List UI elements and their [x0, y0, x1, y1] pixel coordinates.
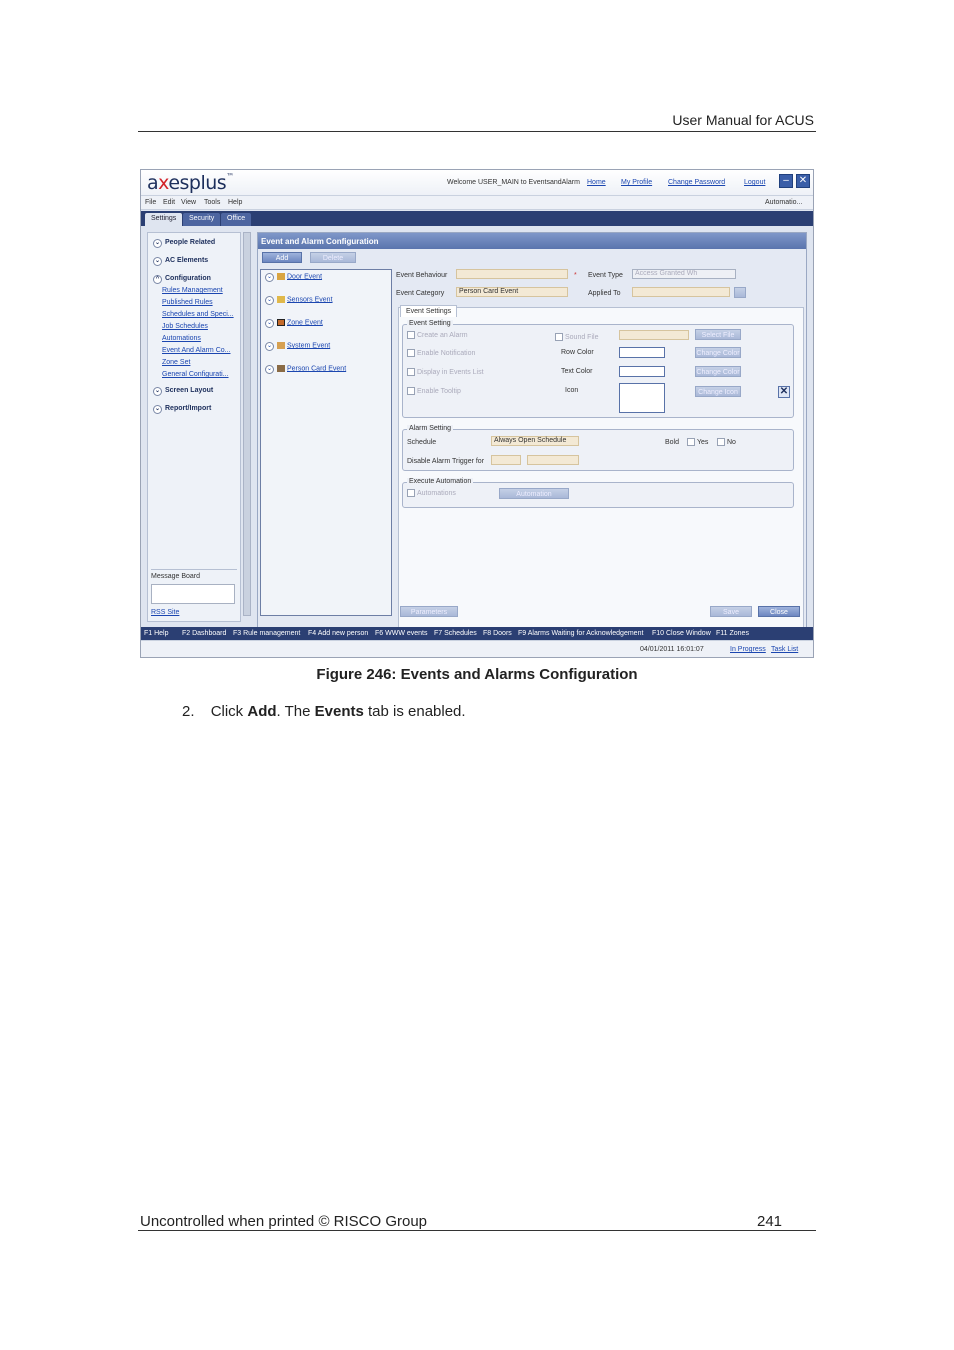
step-text-3: tab is enabled. [363, 703, 466, 720]
fkey-f6[interactable]: F6 WWW events [375, 630, 428, 637]
icon-label: Icon [565, 387, 579, 394]
automations-checkbox[interactable]: Automations [407, 489, 456, 497]
tab-event-settings[interactable]: Event Settings [400, 305, 457, 317]
select-file-button[interactable]: Select File [695, 329, 741, 340]
fkey-f8[interactable]: F8 Doors [483, 630, 512, 637]
message-board-label: Message Board [151, 573, 201, 580]
change-password-link[interactable]: Change Password [668, 179, 726, 186]
step-text-events: Events [314, 703, 364, 720]
sound-file-checkbox[interactable]: Sound File [555, 333, 598, 341]
chevron-down-icon: ⌄ [266, 297, 273, 304]
header-rule [138, 131, 816, 132]
fkey-f7[interactable]: F7 Schedules [434, 630, 477, 637]
sound-file-field[interactable] [619, 330, 689, 340]
event-category-select[interactable]: Person Card Event [456, 287, 568, 297]
tree-item-door-event[interactable]: ⌄ Door Event [266, 273, 323, 281]
disable-alarm-trigger-label: Disable Alarm Trigger for [407, 458, 485, 465]
event-behaviour-label: Event Behaviour [396, 272, 448, 279]
sidebar-people-related[interactable]: ⌄ People Related [154, 239, 216, 246]
event-tree [260, 269, 392, 616]
step-2 [182, 703, 466, 720]
execute-automation-group [402, 478, 794, 508]
close-window-icon[interactable]: ✕ [796, 174, 810, 188]
row-color-label: Row Color [561, 349, 594, 356]
door-event-icon [277, 273, 285, 280]
menu-file[interactable]: File [145, 199, 157, 206]
menu-edit[interactable]: Edit [163, 199, 176, 206]
sidebar-splitter[interactable] [243, 232, 251, 616]
tree-item-system-event[interactable]: ⌄ System Event [266, 342, 331, 350]
menu-tools[interactable]: Tools [204, 199, 221, 206]
chevron-down-icon: ⌄ [154, 240, 161, 246]
sidebar-screen-layout[interactable]: ⌄ Screen Layout [154, 387, 214, 394]
sidebar-link-schedules[interactable]: Schedules and Speci... [162, 311, 234, 318]
chevron-down-icon: ⌄ [266, 320, 273, 327]
sidebar-link-rules-management[interactable]: Rules Management [162, 287, 223, 294]
bold-yes-checkbox[interactable]: Yes [687, 438, 708, 446]
tab-security[interactable]: Security [183, 213, 220, 226]
clear-icon[interactable]: ✕ [779, 386, 789, 397]
fkey-f2[interactable]: F2 Dashboard [182, 630, 227, 637]
execute-automation-title: Execute Automation [409, 478, 472, 485]
event-type-select[interactable]: Access Granted Wh [632, 269, 736, 279]
alarm-setting-title: Alarm Setting [409, 425, 452, 432]
chevron-down-icon: ⌄ [154, 258, 161, 264]
applied-to-label: Applied To [588, 290, 621, 297]
sidebar-link-automations[interactable]: Automations [162, 335, 201, 342]
save-button[interactable]: Save [710, 606, 752, 617]
main-title: Event and Alarm Configuration [258, 233, 806, 249]
system-event-icon [277, 342, 285, 349]
sidebar-link-event-alarm[interactable]: Event And Alarm Co... [162, 347, 231, 354]
automation-button[interactable]: Automation [499, 488, 569, 499]
footer-copyright: Uncontrolled when printed © RISCO Group [140, 1213, 428, 1230]
function-key-bar [141, 627, 813, 640]
chevron-down-icon: ⌄ [266, 343, 273, 350]
person-card-event-icon [277, 365, 285, 372]
sidebar-link-general-config[interactable]: General Configurati... [162, 371, 229, 378]
chevron-up-icon: ^ [153, 275, 162, 284]
event-setting-group [402, 320, 794, 418]
sidebar-link-published-rules[interactable]: Published Rules [162, 299, 213, 306]
fkey-f3[interactable]: F3 Rule management [233, 630, 301, 637]
icon-preview [619, 383, 665, 413]
step-text-add: Add [247, 703, 277, 720]
menu-help[interactable]: Help [228, 199, 243, 206]
app-title-bar [141, 170, 813, 196]
sensor-event-icon [277, 296, 285, 303]
event-type-label: Event Type [588, 272, 623, 279]
module-tab-bar [141, 211, 813, 226]
minimize-icon[interactable]: – [779, 174, 793, 188]
required-mark: * [574, 272, 577, 279]
figure-caption: Figure 246: Events and Alarms Configuration [316, 666, 638, 683]
sidebar [147, 232, 241, 622]
sidebar-link-job-schedules[interactable]: Job Schedules [162, 323, 208, 330]
sidebar-link-zone-set[interactable]: Zone Set [162, 359, 191, 366]
disable-alarm-trigger-unit-select[interactable] [527, 455, 579, 465]
bold-no-checkbox[interactable]: No [717, 438, 736, 446]
sidebar-divider [151, 569, 237, 570]
event-setting-title: Event Setting [409, 320, 451, 327]
fkey-f11[interactable]: F11 Zones [716, 630, 749, 637]
footer-rule [138, 1230, 816, 1231]
chevron-down-icon: ⌄ [266, 366, 273, 373]
text-color-swatch[interactable] [619, 366, 665, 377]
display-events-list-checkbox[interactable]: Display in Events List [407, 368, 484, 376]
event-behaviour-field[interactable] [456, 269, 568, 279]
menu-view[interactable]: View [181, 199, 197, 206]
change-row-color-button[interactable]: Change Color [695, 347, 741, 358]
enable-tooltip-checkbox[interactable]: Enable Tooltip [407, 387, 461, 395]
event-category-label: Event Category [396, 290, 445, 297]
row-color-swatch[interactable] [619, 347, 665, 358]
datetime-readout: 04/01/2011 16:01:07 [640, 646, 704, 653]
fkey-f9[interactable]: F9 Alarms Waiting for Acknowledgement [518, 630, 644, 637]
tree-item-sensors-event[interactable]: ⌄ Sensors Event [266, 296, 333, 304]
page-number: 241 [757, 1213, 783, 1230]
home-link[interactable]: Home [587, 179, 606, 186]
schedule-label: Schedule [407, 439, 437, 446]
step-text-1: Click [210, 703, 248, 720]
alarm-setting-group [402, 425, 794, 471]
step-text-2: . The [276, 703, 315, 720]
fkey-f10[interactable]: F10 Close Window [652, 630, 711, 637]
app-screenshot [140, 169, 814, 658]
text-color-label: Text Color [561, 368, 593, 375]
zone-event-icon [277, 319, 285, 326]
step-number: 2. [182, 703, 195, 720]
chevron-down-icon: ⌄ [154, 406, 161, 412]
sidebar-configuration[interactable]: ^ Configuration [153, 275, 211, 284]
message-board-box[interactable] [151, 584, 235, 604]
chevron-down-icon: ⌄ [154, 388, 161, 394]
task-list-link[interactable]: Task List [771, 646, 799, 653]
chevron-down-icon: ⌄ [266, 274, 273, 281]
add-button[interactable]: Add [262, 252, 302, 263]
rss-site-link[interactable]: RSS Site [151, 609, 180, 616]
sidebar-ac-elements[interactable]: ⌄ AC Elements [154, 257, 209, 264]
logout-link[interactable]: Logout [744, 179, 766, 186]
delete-button[interactable]: Delete [310, 252, 356, 263]
parameters-button[interactable]: Parameters [400, 606, 458, 617]
tab-settings[interactable]: Settings [145, 213, 182, 226]
in-progress-link[interactable]: In Progress [730, 646, 766, 653]
fkey-f4[interactable]: F4 Add new person [308, 630, 369, 637]
change-text-color-button[interactable]: Change Color [695, 366, 741, 377]
tree-item-person-card-event[interactable]: ⌄ Person Card Event [266, 365, 347, 373]
axesplus-logo: axesplus™ [147, 172, 234, 194]
bottom-status-bar [141, 640, 813, 657]
create-alarm-checkbox[interactable]: Create an Alarm [407, 331, 468, 339]
schedule-select[interactable]: Always Open Schedule [491, 436, 579, 446]
fkey-f1[interactable]: F1 Help [144, 630, 169, 637]
tab-office[interactable]: Office [221, 213, 251, 226]
page-header: User Manual for ACUS [672, 112, 814, 128]
welcome-text: Welcome USER_MAIN to EventsandAlarm [447, 179, 580, 186]
change-icon-button[interactable]: Change Icon [695, 386, 741, 397]
disable-alarm-trigger-field[interactable] [491, 455, 521, 465]
bold-label: Bold [665, 439, 680, 446]
automation-link[interactable]: Automatio... [765, 199, 803, 206]
close-button[interactable]: Close [758, 606, 800, 617]
applied-to-select[interactable] [632, 287, 730, 297]
enable-notification-checkbox[interactable]: Enable Notification [407, 349, 475, 357]
applied-to-browse-button[interactable] [734, 287, 746, 298]
sidebar-report-import[interactable]: ⌄ Report/Import [154, 405, 212, 412]
menu-bar [141, 196, 813, 210]
tree-item-zone-event[interactable]: ⌄ Zone Event [266, 319, 323, 327]
my-profile-link[interactable]: My Profile [621, 179, 653, 186]
